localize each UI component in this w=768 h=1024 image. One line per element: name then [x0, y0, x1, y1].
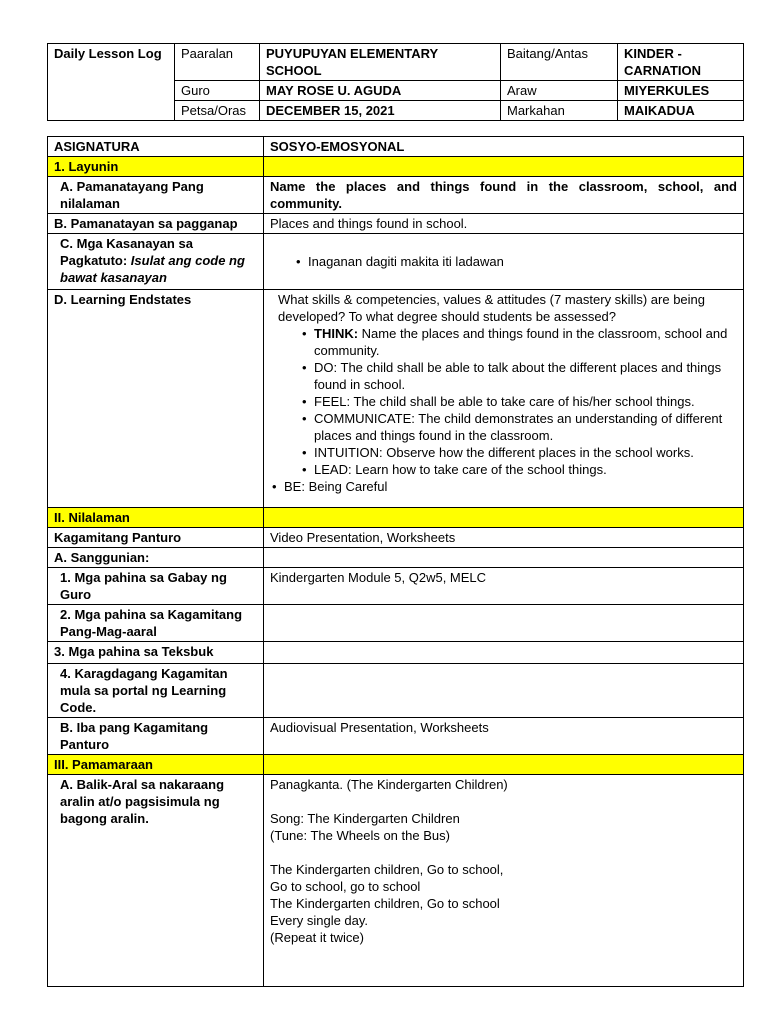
header-label: Guro: [175, 81, 260, 101]
row-label: 3. Mga pahina sa Teksbuk: [48, 642, 264, 664]
quarter-value: MAIKADUA: [618, 101, 744, 121]
header-label: Markahan: [501, 101, 618, 121]
materials-value: Video Presentation, Worksheets: [264, 528, 744, 548]
header-table: [47, 43, 744, 121]
endstate-item: • BE: Being Careful: [270, 478, 737, 495]
endstate-item: • LEAD: Learn how to take care of the school things.: [300, 461, 737, 478]
review-cell: [264, 775, 744, 987]
lyric-line: (Repeat it twice): [270, 930, 364, 945]
row-label: C. Mga Kasanayan sa Pagkatuto: Isulat ang code ng bawat kasanayan: [48, 234, 264, 290]
endstate-item: • INTUITION: Observe how the different places in the school works.: [300, 444, 737, 461]
endstate-item: • THINK: Name the places and things found in the classroom, school and community.: [300, 325, 737, 359]
review-line: Panagkanta. (The Kindergarten Children): [270, 777, 508, 792]
grade-level: KINDER - CARNATION: [618, 44, 744, 81]
row-label: 2. Mga pahina sa Kagamitang Pang-Mag-aaral: [48, 605, 264, 642]
school-name: PUYUPUYAN ELEMENTARY SCHOOL: [260, 44, 501, 81]
lyric-line: The Kindergarten children, Go to school: [270, 896, 500, 911]
song-title: Song: The Kindergarten Children: [270, 811, 460, 826]
endstate-item: • DO: The child shall be able to talk about the different places and things found in school.: [300, 359, 737, 393]
other-materials-value: Audiovisual Presentation, Worksheets: [264, 718, 744, 755]
teacher-name: MAY ROSE U. AGUDA: [260, 81, 501, 101]
header-label: Baitang/Antas: [501, 44, 618, 81]
row-label: B. Iba pang Kagamitang Panturo: [48, 718, 264, 755]
row-label: B. Pamanatayan sa pagganap: [48, 214, 264, 234]
endstates-cell: [264, 290, 744, 508]
competency-item: • Inaganan dagiti makita iti ladawan: [294, 253, 737, 270]
header-label: Paaralan: [175, 44, 260, 81]
row-label: D. Learning Endstates: [48, 290, 264, 508]
lyric-line: Every single day.: [270, 913, 369, 928]
row-label: A. Pamanatayang Pang nilalaman: [48, 177, 264, 214]
asignatura-value: SOSYO-EMOSYONAL: [264, 137, 744, 157]
song-tune: (Tune: The Wheels on the Bus): [270, 828, 450, 843]
lesson-table: [47, 136, 744, 987]
doc-title: Daily Lesson Log: [48, 44, 175, 121]
row-label: 1. Mga pahina sa Gabay ng Guro: [48, 568, 264, 605]
content-standard: Name the places and things found in the classroom, school, and community.: [264, 177, 744, 214]
row-label: Kagamitang Panturo: [48, 528, 264, 548]
teacher-guide-value: Kindergarten Module 5, Q2w5, MELC: [264, 568, 744, 605]
header-label: Petsa/Oras: [175, 101, 260, 121]
section-pamamaraan: III. Pamamaraan: [48, 755, 264, 775]
asignatura-label: ASIGNATURA: [48, 137, 264, 157]
date-value: DECEMBER 15, 2021: [260, 101, 501, 121]
row-label: 4. Karagdagang Kagamitan mula sa portal ng Learning Code.: [48, 664, 264, 718]
row-label: A. Balik-Aral sa nakaraang aralin at/o pagsisimula ng bagong aralin.: [48, 775, 264, 987]
endstate-item: • FEEL: The child shall be able to take care of his/her school things.: [300, 393, 737, 410]
performance-standard: Places and things found in school.: [264, 214, 744, 234]
header-label: Araw: [501, 81, 618, 101]
lyric-line: Go to school, go to school: [270, 879, 421, 894]
endstates-intro: What skills & competencies, values & attitudes (7 mastery skills) are being developed? To what degree should students be assessed?: [278, 292, 706, 324]
section-nilalaman: II. Nilalaman: [48, 508, 264, 528]
section-layunin: 1. Layunin: [48, 157, 264, 177]
day-value: MIYERKULES: [618, 81, 744, 101]
competency-cell: [264, 234, 744, 290]
row-label: A. Sanggunian:: [48, 548, 264, 568]
lyric-line: The Kindergarten children, Go to school,: [270, 862, 504, 877]
endstate-item: • COMMUNICATE: The child demonstrates an understanding of different places and things found in the classroom.: [300, 410, 737, 444]
